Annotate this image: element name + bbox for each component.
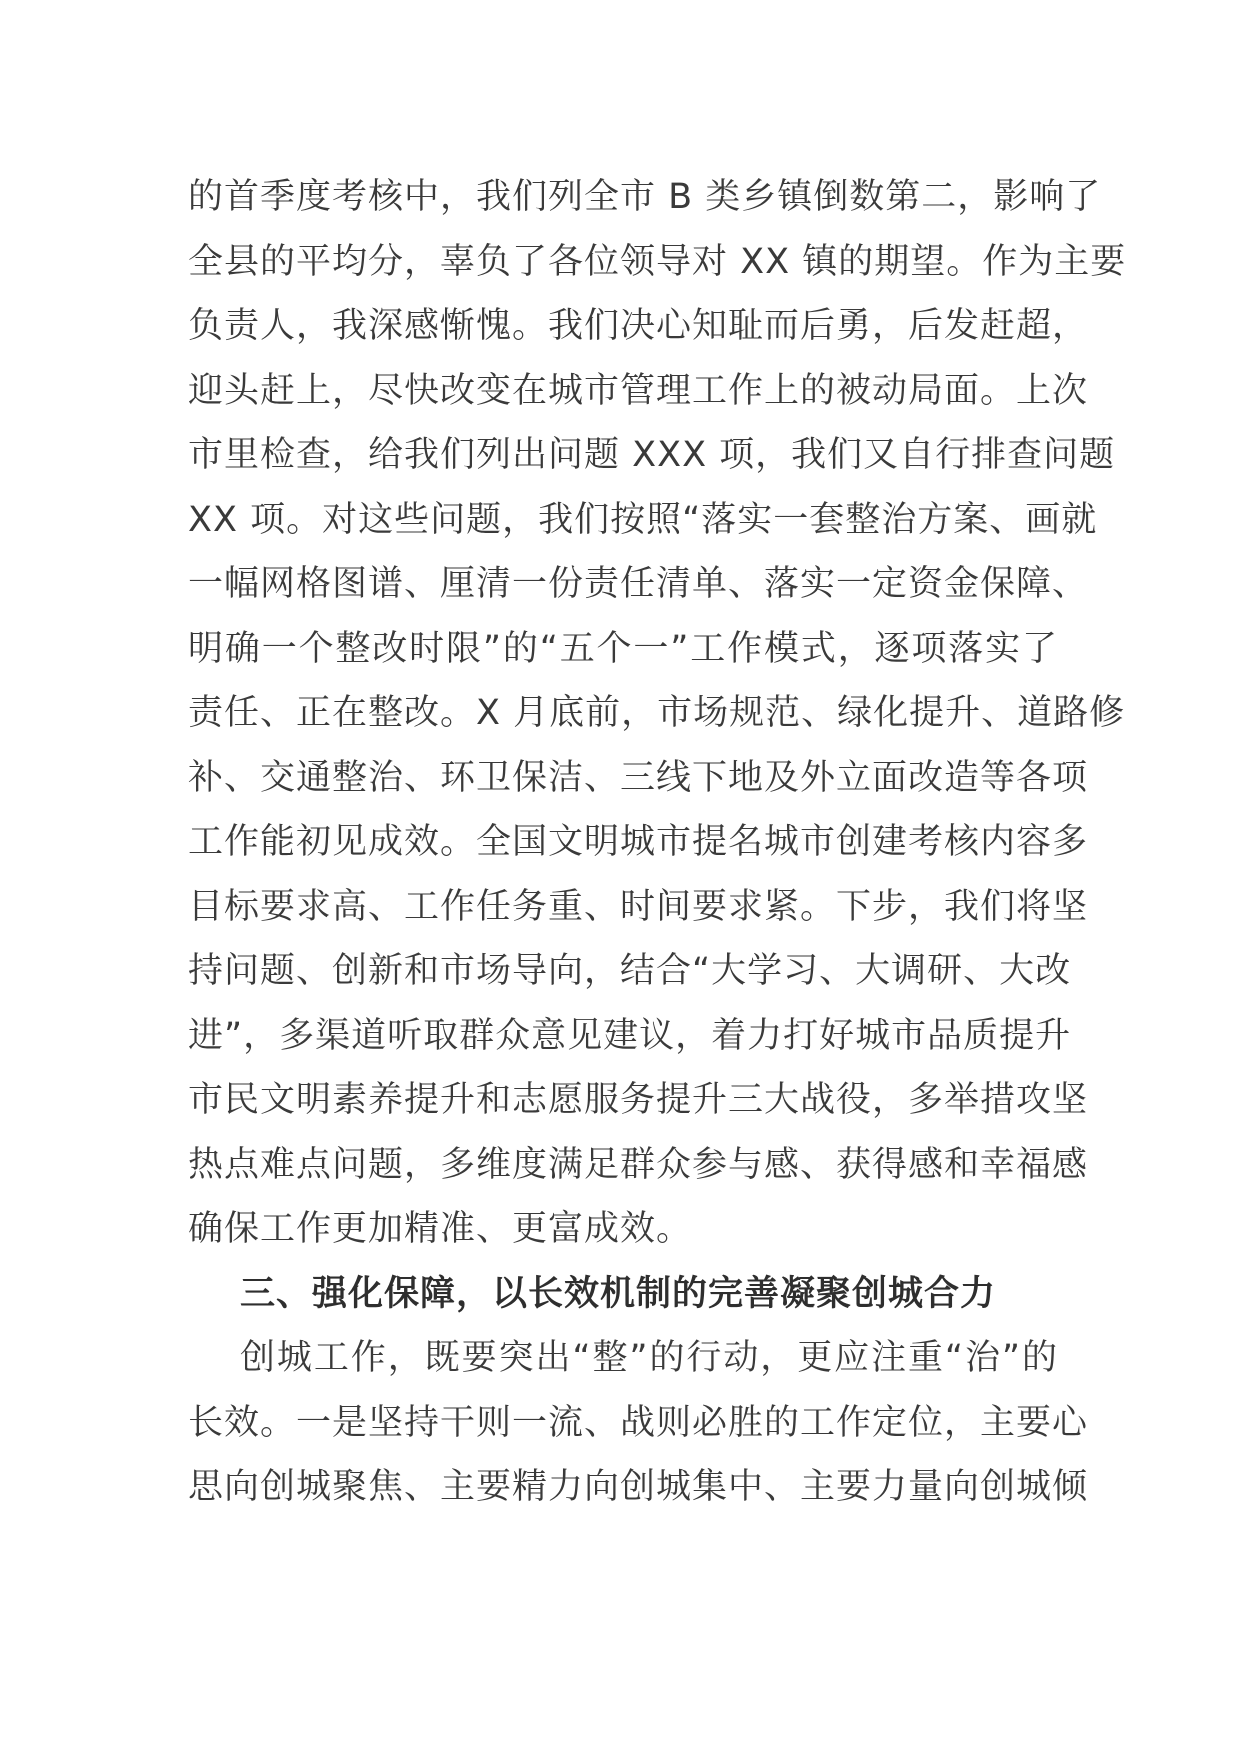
text-line: 长效。一是坚持干则一流、战则必胜的工作定位，主要心 bbox=[188, 1402, 1089, 1443]
text-line: 补、交通整治、环卫保洁、三线下地及外立面改造等各项 bbox=[188, 757, 1089, 798]
text-line: 市里检查，给我们列出问题 XXX 项，我们又自行排查问题 bbox=[188, 435, 1116, 475]
text-line: 的首季度考核中，我们列全市 B 类乡镇倒数第二，影响了 bbox=[188, 177, 1102, 217]
text-line: 持问题、创新和市场导向，结合“大学习、大调研、大改 bbox=[188, 951, 1072, 991]
section-heading: 三、强化保障，以长效机制的完善凝聚创城合力 bbox=[240, 1273, 997, 1314]
text-line: 迎头赶上，尽快改变在城市管理工作上的被动局面。上次 bbox=[188, 370, 1089, 411]
text-line: 责任、正在整改。X 月底前，市场规范、绿化提升、道路修 bbox=[188, 693, 1126, 733]
paragraph-2 bbox=[188, 1326, 1089, 1520]
text-line: 市民文明素养提升和志愿服务提升三大战役，多举措攻坚 bbox=[188, 1080, 1089, 1120]
text-line: 进”，多渠道听取群众意见建议，着力打好城市品质提升 bbox=[188, 1015, 1072, 1056]
text-line: XX 项。对这些问题，我们按照“落实一套整治方案、画就 bbox=[188, 499, 1098, 540]
text-line: 负责人，我深感惭愧。我们决心知耻而后勇，后发赶超， bbox=[188, 306, 1089, 346]
text-line: 工作能初见成效。全国文明城市提名城市创建考核内容多 bbox=[188, 822, 1089, 862]
text-line: 目标要求高、工作任务重、时间要求紧。下步，我们将坚 bbox=[188, 886, 1089, 927]
text-line: 明确一个整改时限”的“五个一”工作模式，逐项落实了 bbox=[188, 628, 1058, 669]
paragraph-1 bbox=[188, 165, 1127, 1262]
text-line: 思向创城聚焦、主要精力向创城集中、主要力量向创城倾 bbox=[188, 1467, 1089, 1507]
text-line: 热点难点问题，多维度满足群众参与感、获得感和幸福感 bbox=[188, 1144, 1089, 1185]
document-body bbox=[188, 165, 1127, 1520]
text-line: 全县的平均分，辜负了各位领导对 XX 镇的期望。作为主要 bbox=[188, 241, 1127, 282]
text-line: 确保工作更加精准、更富成效。 bbox=[188, 1209, 693, 1249]
text-line: 创城工作，既要突出“整”的行动，更应注重“治”的 bbox=[240, 1338, 1058, 1378]
text-line: 一幅网格图谱、厘清一份责任清单、落实一定资金保障、 bbox=[188, 564, 1089, 604]
